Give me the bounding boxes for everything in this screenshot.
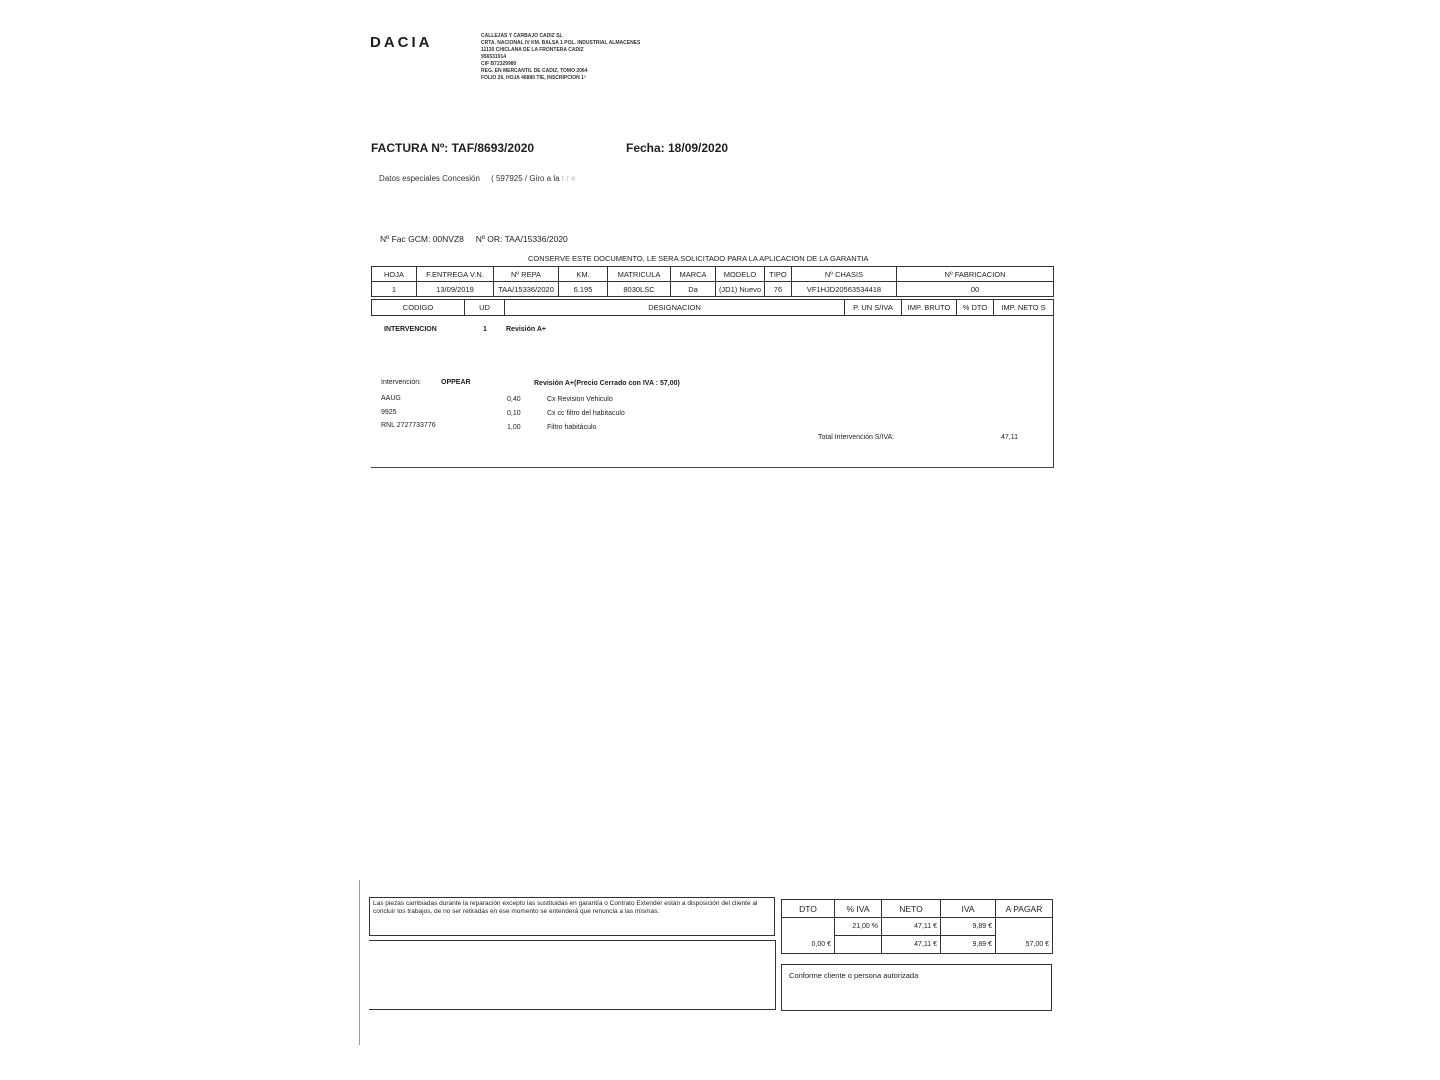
customer-signature-box: Conforme cliente o persona autorizada	[781, 964, 1052, 1011]
address-line: CALLEJAS Y CARBAJO CADIZ SL	[481, 33, 563, 39]
value-fentrega: 13/09/2019	[417, 282, 494, 297]
address-line: 956531914	[481, 54, 507, 60]
header-dto: DTO	[782, 900, 835, 918]
datos-label: Datos especiales Concesión	[379, 174, 480, 183]
col-codigo: CODIGO	[372, 300, 465, 315]
item-desc: Cx Revision Vehiculo	[547, 396, 613, 403]
warranty-notice: CONSERVE ESTE DOCUMENTO, LE SERA SOLICITADO PARA LA APLICACION DE LA GARANTIA	[528, 254, 869, 263]
header-modelo: MODELO	[716, 267, 765, 282]
invoice-date: Fecha: 18/09/2020	[626, 141, 729, 155]
total-intervencion-label: Total Intervención S/IVA:	[818, 434, 895, 441]
a-pagar-total: 57,00 €	[996, 936, 1053, 954]
iva-pct-value: 21,00 %	[835, 918, 882, 936]
header-repa: Nº REPA	[494, 267, 559, 282]
table-header-row	[372, 267, 1054, 282]
item-qty: 0,10	[507, 410, 521, 417]
datos-value: ( 597925 / Giro a la	[491, 174, 560, 183]
vehicle-table	[371, 266, 1054, 297]
notes-empty-box	[369, 940, 776, 1010]
header-matricula: MATRICULA	[608, 267, 671, 282]
neto-value: 47,11 €	[882, 918, 941, 936]
value-marca: Da	[671, 282, 716, 297]
dealer-special-data	[379, 174, 576, 183]
parts-notice: Las piezas cambiadas durante la reparación excepto las sustituidas en garantía o Contrato Extender están a disposición del cliente al concluir los trabajos, de no ser retiradas en ese momento se entenderá que renuncia a las mismas.	[369, 897, 775, 936]
iva-value: 9,89 €	[941, 918, 996, 936]
interv-code-label: Intervención:	[381, 379, 422, 386]
designation-header	[371, 299, 1054, 316]
invoice-references	[380, 234, 568, 244]
value-tipo: 76	[765, 282, 792, 297]
item-code: 9925	[381, 409, 397, 416]
address-line: FOLIO 26, HOJA 46880 TIE, INSCRIPCION 1ª	[481, 75, 586, 81]
address-line: REG. EN MERCANTIL DE CADIZ, TOMO 2064	[481, 68, 588, 74]
item-code: AAUG	[381, 395, 401, 402]
value-hoja: 1	[372, 282, 417, 297]
value-fabricacion: 00	[897, 282, 1054, 297]
col-descuento: % DTO	[957, 300, 994, 315]
table-header-row	[782, 900, 1053, 918]
value-repa: TAA/15336/2020	[494, 282, 559, 297]
address-line: 11130 CHICLANA DE LA FRONTERA CADIZ	[481, 47, 584, 53]
item-desc: Cx cc filtro del habitaculo	[547, 410, 625, 417]
header-iva: IVA	[941, 900, 996, 918]
item-qty: 0,40	[507, 396, 521, 403]
header-tipo: TIPO	[765, 267, 792, 282]
address-line: CIF B72329980	[481, 61, 517, 67]
col-importe-bruto: IMP. BRUTO	[902, 300, 957, 315]
value-matricula: 8030LSC	[608, 282, 671, 297]
col-ud: UD	[465, 300, 505, 315]
neto-total: 47,11 €	[882, 936, 941, 954]
fac-gcm: Nº Fac GCM: 00NVZ8	[380, 234, 464, 244]
total-intervencion-value: 47,11	[1001, 434, 1018, 441]
col-precio-unitario: P. UN S/IVA	[845, 300, 902, 315]
interv-code: OPPEAR	[441, 379, 471, 386]
table-row	[372, 282, 1054, 297]
intervencion-desc: Revisión A+	[506, 326, 547, 333]
value-modelo: (JD1) Nuevo	[716, 282, 765, 297]
header-fentrega: F.ENTREGA V.N.	[417, 267, 494, 282]
intervencion-label: INTERVENCION	[384, 326, 437, 333]
a-pagar-value	[996, 918, 1053, 936]
table-row	[782, 936, 1053, 954]
iva-total: 9,89 €	[941, 936, 996, 954]
header-km: KM.	[559, 267, 608, 282]
item-desc: Filtro habitáculo	[547, 424, 597, 431]
header-marca: MARCA	[671, 267, 716, 282]
datos-blurred: t r e	[561, 174, 576, 183]
header-hoja: HOJA	[372, 267, 417, 282]
brand-logo: DACIA	[370, 34, 433, 51]
num-or: Nº OR: TAA/15336/2020	[475, 234, 568, 244]
invoice-number: FACTURA Nº: TAF/8693/2020	[371, 141, 535, 155]
header-a-pagar: A PAGAR	[996, 900, 1053, 918]
margin-line	[359, 880, 360, 1045]
col-importe-neto: IMP. NETO S	[1001, 303, 1046, 312]
interv-title: Revisión A+(Precio Cerrado con IVA : 57,00)	[534, 380, 680, 387]
item-code: RNL 2727733776	[381, 422, 436, 429]
header-iva-pct: % IVA	[835, 900, 882, 918]
invoice-lines	[371, 316, 1054, 468]
item-qty: 1,00	[507, 424, 521, 431]
value-km: 6.195	[559, 282, 608, 297]
col-designacion: DESIGNACION	[505, 300, 845, 315]
header-neto: NETO	[882, 900, 941, 918]
dto-value	[782, 918, 835, 936]
intervencion-qty: 1	[483, 326, 487, 333]
value-chasis: VF1HJD20563534418	[792, 282, 897, 297]
iva-pct-total	[835, 936, 882, 954]
header-chasis: Nº CHASIS	[792, 267, 897, 282]
header-fabricacion: Nº FABRICACION	[897, 267, 1054, 282]
dealer-address	[481, 33, 701, 82]
totals-table	[781, 899, 1053, 954]
address-line: CRTA. NACIONAL IV KM. BALSA 1 POL. INDUSTRIAL ALMACENES	[481, 40, 641, 46]
dto-total: 0,00 €	[782, 936, 835, 954]
table-row	[782, 918, 1053, 936]
